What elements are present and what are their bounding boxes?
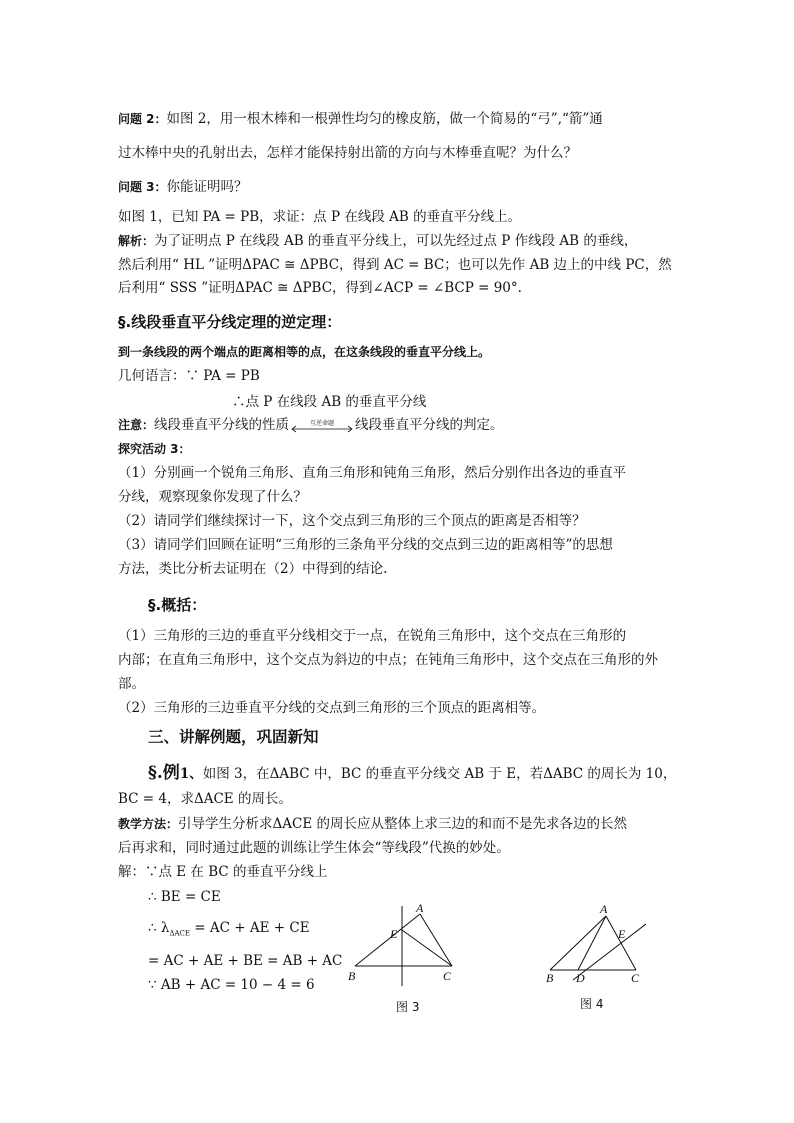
analysis-line1 xyxy=(118,232,637,250)
example-text1: 如图 3，在ΔABC 中，BC 的垂直平分线交 AB 于 E，若ΔABC 的周长为 10， xyxy=(202,766,677,782)
method-line2: 后再求和，同时通过此题的训练让学生体会“等线段”代换的妙处。 xyxy=(118,840,510,856)
solution-line4: = AC + AE + BE = AB + AC xyxy=(148,953,343,969)
solution-text3: = AC + AE + CE xyxy=(190,920,310,936)
note-line xyxy=(118,416,504,434)
question-2-label: 问题 2： xyxy=(118,112,167,126)
example-line1 xyxy=(148,764,676,783)
question-2-line1 xyxy=(118,110,603,128)
activity-label: 探究活动 3： xyxy=(118,442,191,456)
activity-item2: （2）请同学们继续探讨一下，这个交点到三角形的三个顶点的距离是否相等？ xyxy=(118,513,586,529)
fig4-label-a: A xyxy=(600,902,608,916)
analysis-line2: 然后利用“ HL ”证明ΔPAC ≅ ΔPBC，得到 AC = BC；也可以先作 AB 边上的中线 PC，然 xyxy=(118,257,672,273)
method-text1: 引导学生分析求ΔACE 的周长应从整体上求三边的和而不是先求各边的长然 xyxy=(178,816,627,832)
summary-item1a: （1）三角形的三边的垂直平分线相交于一点，在锐角三角形中，这个交点在三角形的 xyxy=(118,628,627,644)
figure-4 xyxy=(538,900,668,995)
solution-line5: ∵ AB + AC = 10 − 4 = 6 xyxy=(148,977,315,993)
solution-line2: ∴ BE = CE xyxy=(148,889,221,905)
activity-item3a: （3）请同学们回顾在证明“三角形的三条角平分线的交点到三边的距离相等”的思想 xyxy=(118,537,613,553)
question-2-line2: 过木棒中央的孔射出去，怎样才能保持射出箭的方向与木棒垂直呢？为什么？ xyxy=(118,145,577,161)
activity-item3b: 方法，类比分析去证明在（2）中得到的结论. xyxy=(118,561,388,577)
fig4-label-c: C xyxy=(631,971,640,985)
summary-item1c: 部。 xyxy=(118,676,145,692)
question-3-statement: 如图 1，已知 PA = PB，求证：点 P 在线段 AB 的垂直平分线上。 xyxy=(118,209,522,225)
analysis-text1: 为了证明点 P 在线段 AB 的垂直平分线上，可以先经过点 P 作线段 AB 的垂线， xyxy=(154,233,638,249)
fig3-segment-ac xyxy=(420,914,452,966)
converse-heading: §.线段垂直平分线定理的逆定理： xyxy=(118,313,342,331)
figure-4-caption: 图 4 xyxy=(580,997,604,1011)
example-label: §.例 xyxy=(148,763,180,783)
solution-label: 解： xyxy=(118,864,145,880)
arrow-label: 互逆命题 xyxy=(310,419,335,427)
fig3-label-b: B xyxy=(348,969,356,983)
fig3-label-a: A xyxy=(416,901,424,915)
method-line1 xyxy=(118,815,627,833)
question-2-text1: 如图 2，用一根木棒和一根弹性均匀的橡皮筋，做一个简易的“弓”,“箭”通 xyxy=(166,111,603,127)
solution-perimeter-symbol: ∴ λ xyxy=(148,920,170,936)
solution-perimeter-subscript: ΔACE xyxy=(169,929,191,938)
note-left: 线段垂直平分线的性质 xyxy=(154,417,290,433)
geo-conclusion: ∴点 P 在线段 AB 的垂直平分线 xyxy=(232,394,427,410)
question-3 xyxy=(118,178,248,196)
fig4-label-d: D xyxy=(576,971,585,985)
solution-text1: ∵点 E 在 BC 的垂直平分线上 xyxy=(145,864,328,880)
example-line2: BC = 4，求ΔACE 的周长。 xyxy=(118,791,292,807)
activity-item1a: （1）分别画一个锐角三角形、直角三角形和钝角三角形，然后分别作出各边的垂直平 xyxy=(118,465,627,481)
double-arrow-icon xyxy=(289,419,355,433)
converse-theorem: 到一条线段的两个端点的距离相等的点，在这条线段的垂直平分线上。 xyxy=(118,345,491,359)
fig3-segment-ba xyxy=(355,914,420,966)
fig4-label-b: B xyxy=(546,971,554,985)
fig4-segment-ad xyxy=(578,916,606,970)
fig3-segment-ec xyxy=(402,930,452,966)
solution-line3 xyxy=(148,919,310,943)
summary-heading: §.概括： xyxy=(148,596,207,614)
activity-item1b: 分线，观察现象你发现了什么？ xyxy=(118,489,307,505)
geo-label: 几何语言： xyxy=(118,368,186,384)
fig4-label-e: E xyxy=(618,927,626,941)
method-label: 教学方法： xyxy=(118,817,179,831)
geometric-language xyxy=(118,367,260,385)
note-right: 线段垂直平分线的判定。 xyxy=(355,417,504,433)
analysis-label: 解析： xyxy=(118,234,155,248)
fig3-label-c: C xyxy=(443,969,452,983)
solution-line1 xyxy=(118,863,328,881)
question-3-text: 你能证明吗？ xyxy=(166,179,248,195)
figure-3 xyxy=(340,900,470,995)
summary-item1b: 内部；在直角三角形中，这个交点为斜边的中点；在钝角三角形中，这个交点在三角形的外 xyxy=(118,652,658,668)
fig4-segment-ba xyxy=(550,916,606,970)
fig3-label-e: E xyxy=(390,927,398,941)
question-3-label: 问题 3： xyxy=(118,180,167,194)
summary-item2: （2）三角形的三边垂直平分线的交点到三角形的三个顶点的距离相等。 xyxy=(118,700,546,716)
section-3-title: 三、讲解例题，巩固新知 xyxy=(148,728,319,746)
note-label: 注意： xyxy=(118,418,155,432)
example-num: 1、 xyxy=(179,766,203,782)
figure-3-caption: 图 3 xyxy=(396,1000,420,1014)
analysis-line3: 后利用“ SSS ”证明ΔPAC ≅ ΔPBC，得到∠ACP = ∠BCP = 90°. xyxy=(118,280,522,296)
geo-given: ∵ PA = PB xyxy=(185,368,260,384)
